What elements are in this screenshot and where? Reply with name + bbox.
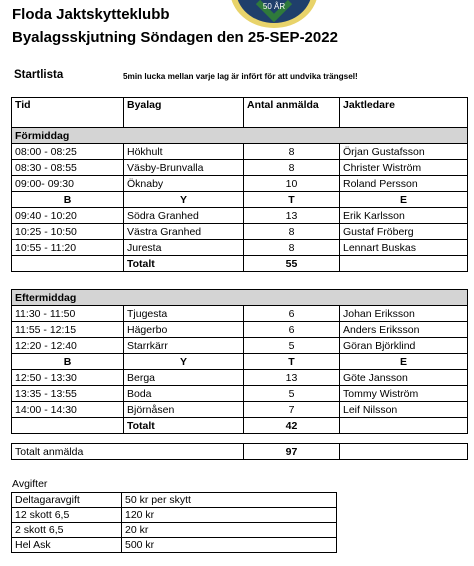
table-row: [12, 402, 468, 418]
leader-cell: Gustaf Fröberg: [340, 224, 468, 240]
leader-cell: Leif Nilsson: [340, 402, 468, 418]
empty-cell: [124, 444, 244, 460]
byalag-cell: Hägerbo: [124, 322, 244, 338]
time-cell: 11:55 - 12:15: [12, 322, 124, 338]
total-value: 55: [244, 256, 340, 272]
fee-row: [12, 493, 337, 508]
count-cell: 8: [244, 240, 340, 256]
count-cell: 8: [244, 144, 340, 160]
leader-cell: Anders Eriksson: [340, 322, 468, 338]
leader-cell: Christer Wiström: [340, 160, 468, 176]
col-header-antal: Antal anmälda: [244, 98, 340, 128]
time-cell: 14:00 - 14:30: [12, 402, 124, 418]
gap-note: 5min lucka mellan varje lag är infört för att undvika trängsel!: [123, 72, 358, 81]
header-row: [12, 98, 468, 128]
count-cell: 13: [244, 208, 340, 224]
col-header-tid: Tid: [12, 98, 124, 128]
count-cell: 10: [244, 176, 340, 192]
letters-row: [12, 192, 468, 208]
byalag-cell: Berga: [124, 370, 244, 386]
leader-cell: Roland Persson: [340, 176, 468, 192]
table-row: [12, 306, 468, 322]
formiddag-total-row: [12, 256, 468, 272]
club-logo-emblem: [228, 0, 320, 30]
fee-name-cell: Hel Ask: [12, 538, 122, 553]
time-cell: 12:50 - 13:30: [12, 370, 124, 386]
byalag-cell: Västra Granhed: [124, 224, 244, 240]
table-row: [12, 160, 468, 176]
leader-cell: Lennart Buskas: [340, 240, 468, 256]
total-label: Totalt: [124, 418, 244, 434]
avgifter-rows: [12, 493, 337, 553]
formiddag-group2: [12, 208, 468, 256]
letter-cell: T: [244, 192, 340, 208]
byalag-cell: Björnåsen: [124, 402, 244, 418]
eftermiddag-section-row: [12, 290, 468, 306]
formiddag-section-row: [12, 128, 468, 144]
byalag-cell: Tjugesta: [124, 306, 244, 322]
letter-cell: Y: [124, 354, 244, 370]
byalag-cell: Juresta: [124, 240, 244, 256]
eftermiddag-group2: [12, 370, 468, 418]
fee-price-cell: 20 kr: [122, 523, 337, 538]
formiddag-label: Förmiddag: [12, 128, 468, 144]
count-cell: 13: [244, 370, 340, 386]
fee-price-cell: 120 kr: [122, 508, 337, 523]
empty-cell: [12, 418, 124, 434]
empty-cell: [12, 256, 124, 272]
avgifter-heading: Avgifter: [12, 478, 48, 490]
empty-cell: [340, 444, 468, 460]
startlista-heading: Startlista: [14, 69, 64, 81]
letter-cell: Y: [124, 192, 244, 208]
fee-name-cell: 12 skott 6,5: [12, 508, 122, 523]
avgifter-table: [11, 492, 337, 553]
time-cell: 12:20 - 12:40: [12, 338, 124, 354]
table-row: [12, 386, 468, 402]
eftermiddag-total-row: [12, 418, 468, 434]
table-row: [12, 208, 468, 224]
logo-text: 50 ÅR: [262, 2, 286, 11]
count-cell: 6: [244, 322, 340, 338]
club-title: Floda Jaktskytteklubb: [12, 6, 170, 23]
count-cell: 7: [244, 402, 340, 418]
count-cell: 6: [244, 306, 340, 322]
time-cell: 10:55 - 11:20: [12, 240, 124, 256]
empty-cell: [340, 256, 468, 272]
count-cell: 5: [244, 338, 340, 354]
leader-cell: Johan Eriksson: [340, 306, 468, 322]
letter-cell: E: [340, 192, 468, 208]
event-title: Byalagsskjutning Söndagen den 25-SEP-2022: [12, 29, 338, 46]
time-cell: 10:25 - 10:50: [12, 224, 124, 240]
byalag-cell: Starrkärr: [124, 338, 244, 354]
eftermiddag-table: [11, 289, 468, 434]
byalag-cell: Öknaby: [124, 176, 244, 192]
grand-total-row: [12, 444, 468, 460]
time-cell: 09:40 - 10:20: [12, 208, 124, 224]
leader-cell: Göte Jansson: [340, 370, 468, 386]
eftermiddag-label: Eftermiddag: [12, 290, 468, 306]
leader-cell: Erik Karlsson: [340, 208, 468, 224]
letters-row: [12, 354, 468, 370]
grand-total-table: [11, 443, 468, 460]
grand-total-label: Totalt anmälda: [12, 444, 124, 460]
col-header-byalag: Byalag: [124, 98, 244, 128]
fee-name-cell: Deltagaravgift: [12, 493, 122, 508]
grand-total-value: 97: [244, 444, 340, 460]
fee-row: [12, 538, 337, 553]
byalag-cell: Boda: [124, 386, 244, 402]
time-cell: 09:00- 09:30: [12, 176, 124, 192]
time-cell: 08:30 - 08:55: [12, 160, 124, 176]
table-row: [12, 224, 468, 240]
fee-name-cell: 2 skott 6,5: [12, 523, 122, 538]
count-cell: 5: [244, 386, 340, 402]
count-cell: 8: [244, 160, 340, 176]
leader-cell: Göran Björklind: [340, 338, 468, 354]
total-value: 42: [244, 418, 340, 434]
fee-price-cell: 50 kr per skytt: [122, 493, 337, 508]
letter-cell: E: [340, 354, 468, 370]
letter-cell: B: [12, 192, 124, 208]
byalag-cell: Södra Granhed: [124, 208, 244, 224]
table-row: [12, 144, 468, 160]
table-row: [12, 322, 468, 338]
leader-cell: Örjan Gustafsson: [340, 144, 468, 160]
fee-row: [12, 508, 337, 523]
eftermiddag-group1: [12, 306, 468, 354]
letter-cell: T: [244, 354, 340, 370]
time-cell: 13:35 - 13:55: [12, 386, 124, 402]
fee-price-cell: 500 kr: [122, 538, 337, 553]
col-header-jaktledare: Jaktledare: [340, 98, 468, 128]
time-cell: 11:30 - 11:50: [12, 306, 124, 322]
fee-row: [12, 523, 337, 538]
empty-cell: [340, 418, 468, 434]
count-cell: 8: [244, 224, 340, 240]
leader-cell: Tommy Wiström: [340, 386, 468, 402]
byalag-cell: Hökhult: [124, 144, 244, 160]
formiddag-group1: [12, 144, 468, 192]
byalag-cell: Väsby-Brunvalla: [124, 160, 244, 176]
table-row: [12, 176, 468, 192]
time-cell: 08:00 - 08:25: [12, 144, 124, 160]
table-row: [12, 338, 468, 354]
formiddag-table: [11, 97, 468, 272]
table-row: [12, 370, 468, 386]
letter-cell: B: [12, 354, 124, 370]
table-row: [12, 240, 468, 256]
total-label: Totalt: [124, 256, 244, 272]
